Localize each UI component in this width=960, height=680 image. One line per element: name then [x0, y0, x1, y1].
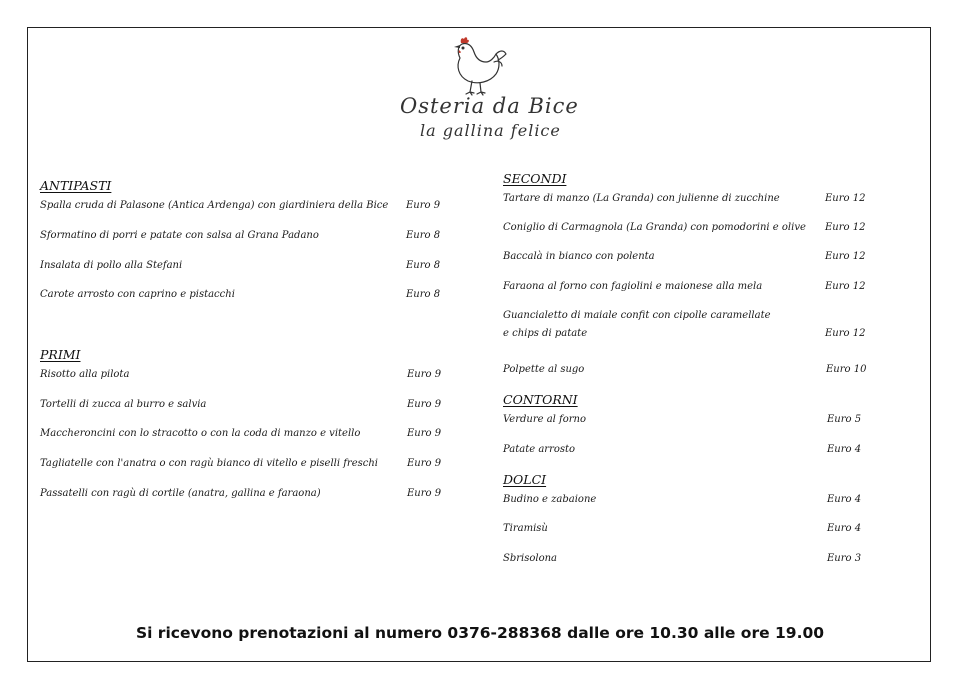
menu-item-price: Euro 9: [407, 428, 442, 439]
menu-item: Baccalà in bianco con polenta: [503, 251, 655, 262]
menu-item-price: Euro 5: [827, 414, 862, 425]
menu-item-price: Euro 4: [827, 523, 862, 534]
section-title-contorni: CONTORNI: [503, 392, 578, 407]
menu-item: Guancialetto di maiale confit con cipolle caramellate: [503, 310, 771, 321]
menu-item: Patate arrosto: [503, 444, 576, 455]
menu-item-price: Euro 9: [407, 458, 442, 469]
menu-item-continued: e chips di patate: [503, 328, 588, 339]
menu-item-price: Euro 12: [825, 281, 866, 292]
menu-item: Polpette al sugo: [503, 364, 585, 375]
restaurant-name: Osteria da Bice: [400, 94, 579, 118]
menu-item: Tartare di manzo (La Granda) con julienne di zucchine: [503, 193, 780, 204]
restaurant-tagline: la gallina felice: [420, 121, 561, 140]
menu-item: Budino e zabaione: [503, 494, 597, 505]
menu-item: Faraona al forno con fagiolini e maionese alla mela: [503, 281, 763, 292]
restaurant-logo: [380, 32, 580, 152]
menu-item-price: Euro 4: [827, 444, 862, 455]
section-title-primi: PRIMI: [40, 347, 81, 362]
menu-item-price: Euro 12: [825, 193, 866, 204]
menu-item: Carote arrosto con caprino e pistacchi: [40, 289, 235, 300]
menu-item-price: Euro 4: [827, 494, 862, 505]
menu-item: Verdure al forno: [503, 414, 587, 425]
menu-item: Coniglio di Carmagnola (La Granda) con pomodorini e olive: [503, 222, 806, 233]
menu-item-price: Euro 8: [406, 289, 441, 300]
menu-item: Insalata di pollo alla Stefani: [40, 260, 183, 271]
menu-item-price: Euro 12: [825, 222, 866, 233]
menu-item-price: Euro 8: [406, 260, 441, 271]
menu-item-price: Euro 3: [827, 553, 862, 564]
menu-item-price: Euro 9: [407, 399, 442, 410]
menu-item: Sformatino di porri e patate con salsa al Grana Padano: [40, 230, 319, 241]
section-title-dolci: DOLCI: [503, 472, 547, 487]
menu-item: Spalla cruda di Palasone (Antica Ardenga) con giardiniera della Bice: [40, 200, 389, 211]
hen-icon: [448, 32, 512, 98]
menu-item-price: Euro 10: [826, 364, 867, 375]
menu-item-price: Euro 9: [406, 200, 441, 211]
menu-item: Risotto alla pilota: [40, 369, 130, 380]
menu-item: Tortelli di zucca al burro e salvia: [40, 399, 207, 410]
menu-item: Passatelli con ragù di cortile (anatra, gallina e faraona): [40, 488, 321, 499]
menu-item-price: Euro 12: [825, 328, 866, 339]
menu-item-price: Euro 9: [407, 488, 442, 499]
section-title-antipasti: ANTIPASTI: [40, 178, 112, 193]
reservation-notice: Si ricevono prenotazioni al numero 0376-288368 dalle ore 10.30 alle ore 19.00: [135, 624, 825, 642]
section-title-secondi: SECONDI: [503, 171, 567, 186]
menu-item-price: Euro 8: [406, 230, 441, 241]
menu-item: Maccheroncini con lo stracotto o con la coda di manzo e vitello: [40, 428, 361, 439]
menu-item: Sbrisolona: [503, 553, 558, 564]
menu-item: Tagliatelle con l'anatra o con ragù bianco di vitello e piselli freschi: [40, 458, 378, 469]
menu-item-price: Euro 12: [825, 251, 866, 262]
menu-item: Tiramisù: [503, 523, 548, 534]
menu-item-price: Euro 9: [407, 369, 442, 380]
